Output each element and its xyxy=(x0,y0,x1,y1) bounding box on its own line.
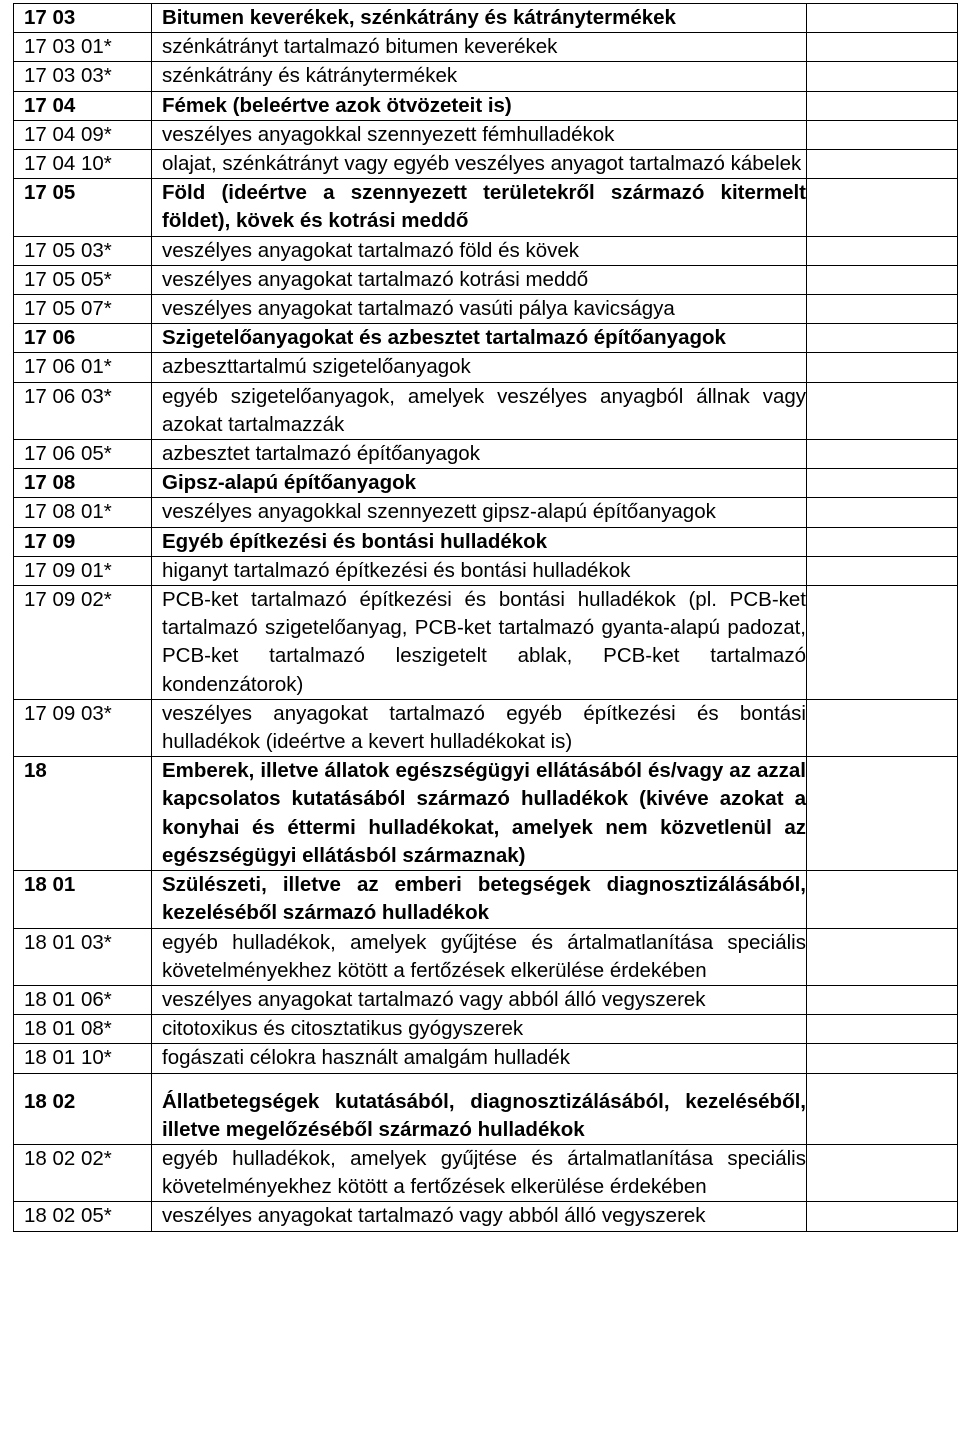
waste-code-cell: 17 04 10* xyxy=(14,150,152,179)
waste-code-cell: 17 08 xyxy=(14,469,152,498)
waste-description-cell: egyéb hulladékok, amelyek gyűjtése és ártalmatlanítása speciális követelményekhez kötött a fertőzések elkerülése érdekében xyxy=(152,1144,807,1201)
table-row xyxy=(14,150,958,179)
waste-code-cell: 17 06 xyxy=(14,324,152,353)
waste-description-cell: azbeszttartalmú szigetelőanyagok xyxy=(152,353,807,382)
empty-cell xyxy=(807,1044,958,1073)
empty-cell xyxy=(807,295,958,324)
empty-cell xyxy=(807,871,958,928)
waste-code-cell: 17 09 03* xyxy=(14,699,152,756)
table-row xyxy=(14,527,958,556)
table-row xyxy=(14,324,958,353)
waste-description-cell: Emberek, illetve állatok egészségügyi ellátásából és/vagy az azzal kapcsolatos kutatásából származó hulladékok (kivéve azokat a konyhai és éttermi hulladékokat, amelyek nem közvetlenül az egészségügyi ellátásból származnak) xyxy=(152,757,807,871)
waste-description-cell: veszélyes anyagokat tartalmazó vasúti pálya kavicságya xyxy=(152,295,807,324)
waste-description-cell: higanyt tartalmazó építkezési és bontási hulladékok xyxy=(152,556,807,585)
waste-description-cell: Föld (ideértve a szennyezett területekről származó kitermelt földet), kövek és kotrási meddő xyxy=(152,179,807,236)
empty-cell xyxy=(807,757,958,871)
empty-cell xyxy=(807,1073,958,1144)
waste-code-cell: 18 02 05* xyxy=(14,1202,152,1231)
waste-code-cell: 17 05 07* xyxy=(14,295,152,324)
waste-description-cell: veszélyes anyagokat tartalmazó vagy abból álló vegyszerek xyxy=(152,985,807,1014)
empty-cell xyxy=(807,699,958,756)
waste-code-cell: 17 08 01* xyxy=(14,498,152,527)
waste-code-cell: 17 03 xyxy=(14,4,152,33)
empty-cell xyxy=(807,382,958,439)
table-row xyxy=(14,62,958,91)
table-row xyxy=(14,1044,958,1073)
table-row xyxy=(14,440,958,469)
empty-cell xyxy=(807,120,958,149)
waste-code-cell: 17 03 01* xyxy=(14,33,152,62)
empty-cell xyxy=(807,586,958,700)
empty-cell xyxy=(807,62,958,91)
empty-cell xyxy=(807,236,958,265)
waste-description-cell: Fémek (beleértve azok ötvözeteit is) xyxy=(152,91,807,120)
waste-code-cell: 18 01 06* xyxy=(14,985,152,1014)
waste-code-cell: 18 02 02* xyxy=(14,1144,152,1201)
table-row xyxy=(14,265,958,294)
empty-cell xyxy=(807,1144,958,1201)
waste-code-cell: 17 06 01* xyxy=(14,353,152,382)
empty-cell xyxy=(807,556,958,585)
waste-description-cell: citotoxikus és citosztatikus gyógyszerek xyxy=(152,1015,807,1044)
table-row xyxy=(14,699,958,756)
waste-description-cell: fogászati célokra használt amalgám hulladék xyxy=(152,1044,807,1073)
waste-code-cell: 18 01 xyxy=(14,871,152,928)
empty-cell xyxy=(807,353,958,382)
table-row xyxy=(14,295,958,324)
empty-cell xyxy=(807,33,958,62)
waste-description-cell: Bitumen keverékek, szénkátrány és kátránytermékek xyxy=(152,4,807,33)
waste-code-cell: 17 09 02* xyxy=(14,586,152,700)
table-row xyxy=(14,353,958,382)
waste-code-cell: 17 04 09* xyxy=(14,120,152,149)
waste-code-cell: 17 03 03* xyxy=(14,62,152,91)
waste-description-cell: veszélyes anyagokkal szennyezett fémhulladékok xyxy=(152,120,807,149)
waste-code-cell: 18 02 xyxy=(14,1073,152,1144)
waste-code-cell: 18 xyxy=(14,757,152,871)
waste-description-cell: szénkátrány és kátránytermékek xyxy=(152,62,807,91)
waste-code-cell: 17 09 01* xyxy=(14,556,152,585)
waste-description-cell: azbesztet tartalmazó építőanyagok xyxy=(152,440,807,469)
table-row xyxy=(14,91,958,120)
table-row xyxy=(14,120,958,149)
empty-cell xyxy=(807,1015,958,1044)
empty-cell xyxy=(807,4,958,33)
table-row xyxy=(14,1015,958,1044)
table-row xyxy=(14,871,958,928)
waste-code-cell: 18 01 03* xyxy=(14,928,152,985)
waste-description-cell: veszélyes anyagokkal szennyezett gipsz-alapú építőanyagok xyxy=(152,498,807,527)
table-row xyxy=(14,4,958,33)
waste-description-cell: veszélyes anyagokat tartalmazó kotrási meddő xyxy=(152,265,807,294)
table-row xyxy=(14,586,958,700)
table-row xyxy=(14,1073,958,1144)
waste-code-cell: 17 05 xyxy=(14,179,152,236)
waste-description-cell: Egyéb építkezési és bontási hulladékok xyxy=(152,527,807,556)
waste-code-cell: 18 01 10* xyxy=(14,1044,152,1073)
waste-description-cell: egyéb szigetelőanyagok, amelyek veszélyes anyagból állnak vagy azokat tartalmazzák xyxy=(152,382,807,439)
waste-code-table xyxy=(13,3,958,1232)
table-row xyxy=(14,985,958,1014)
table-row xyxy=(14,1202,958,1231)
table-row xyxy=(14,498,958,527)
empty-cell xyxy=(807,179,958,236)
waste-code-cell: 17 09 xyxy=(14,527,152,556)
waste-description-cell: Gipsz-alapú építőanyagok xyxy=(152,469,807,498)
waste-description-cell: veszélyes anyagokat tartalmazó vagy abból álló vegyszerek xyxy=(152,1202,807,1231)
waste-code-cell: 17 06 05* xyxy=(14,440,152,469)
waste-description-cell: szénkátrányt tartalmazó bitumen keverékek xyxy=(152,33,807,62)
empty-cell xyxy=(807,91,958,120)
empty-cell xyxy=(807,150,958,179)
table-row xyxy=(14,33,958,62)
waste-description-cell: egyéb hulladékok, amelyek gyűjtése és ártalmatlanítása speciális követelményekhez kötött a fertőzések elkerülése érdekében xyxy=(152,928,807,985)
table-row xyxy=(14,179,958,236)
empty-cell xyxy=(807,265,958,294)
empty-cell xyxy=(807,469,958,498)
empty-cell xyxy=(807,440,958,469)
waste-code-cell: 17 04 xyxy=(14,91,152,120)
table-body xyxy=(14,4,958,1232)
empty-cell xyxy=(807,527,958,556)
waste-description-cell: Szülészeti, illetve az emberi betegségek diagnosztizálásából, kezeléséből származó hulladékok xyxy=(152,871,807,928)
waste-code-cell: 17 06 03* xyxy=(14,382,152,439)
waste-code-cell: 17 05 03* xyxy=(14,236,152,265)
waste-description-cell: veszélyes anyagokat tartalmazó föld és kövek xyxy=(152,236,807,265)
empty-cell xyxy=(807,324,958,353)
table-row xyxy=(14,928,958,985)
waste-code-cell: 17 05 05* xyxy=(14,265,152,294)
table-row xyxy=(14,469,958,498)
waste-description-cell: veszélyes anyagokat tartalmazó egyéb építkezési és bontási hulladékok (ideértve a kevert hulladékokat is) xyxy=(152,699,807,756)
table-row xyxy=(14,382,958,439)
empty-cell xyxy=(807,928,958,985)
waste-description-cell: PCB-ket tartalmazó építkezési és bontási hulladékok (pl. PCB-ket tartalmazó szigetelőanyag, PCB-ket tartalmazó gyanta-alapú padozat, PCB-ket tartalmazó leszigetelt ablak, PCB-ket tartalmazó kondenzátorok) xyxy=(152,586,807,700)
table-row xyxy=(14,757,958,871)
table-row xyxy=(14,1144,958,1201)
empty-cell xyxy=(807,985,958,1014)
waste-code-cell: 18 01 08* xyxy=(14,1015,152,1044)
waste-description-cell: Állatbetegségek kutatásából, diagnosztizálásából, kezeléséből, illetve megelőzéséből származó hulladékok xyxy=(152,1073,807,1144)
waste-description-cell: olajat, szénkátrányt vagy egyéb veszélyes anyagot tartalmazó kábelek xyxy=(152,150,807,179)
table-row xyxy=(14,236,958,265)
waste-description-cell: Szigetelőanyagokat és azbesztet tartalmazó építőanyagok xyxy=(152,324,807,353)
table-row xyxy=(14,556,958,585)
empty-cell xyxy=(807,1202,958,1231)
empty-cell xyxy=(807,498,958,527)
